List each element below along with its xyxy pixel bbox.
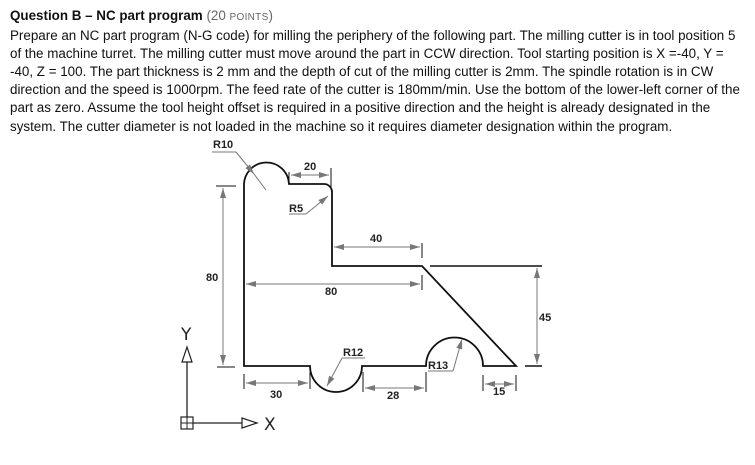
r5-label: R5	[289, 203, 304, 215]
r13-leader-arrow	[453, 339, 462, 371]
question-body: Prepare an NC part program (N-G code) for milling the periphery of the following part. The milling cutter is in tool position 5 of the machine turret. The milling cutter must move around the part in CCW direction. Tool starting position is X =-40, Y = -40, Z = 100. The part thickness is 2 mm and the depth of cut of the milling cutter is 2mm. The spindle rotation is in CW direction and the speed is 1000rpm. The feed rate of the cutter is 180mm/min. Use the bottom of the lower-left corner of the part as zero. Assume the tool height offset is required in a positive direction and the height is already designated in the system. The cutter diameter is not loaded in the machine so it requires diameter designation within the program.	[10, 28, 740, 134]
points-close: )	[268, 8, 274, 23]
y-axis-label: Y	[181, 325, 192, 345]
r10-label: R10	[213, 139, 234, 151]
dim-15-label: 15	[493, 386, 506, 398]
x-axis-arrow-icon	[242, 418, 257, 428]
dim-80v-label: 80	[206, 272, 219, 284]
dim-40-label: 40	[370, 233, 383, 245]
coordinate-axes	[180, 325, 276, 435]
r13-label: R13	[428, 360, 449, 372]
dim-30-label: 30	[270, 389, 283, 401]
r10-leader-arrow	[236, 152, 254, 174]
r12-label: R12	[343, 347, 364, 359]
y-axis-arrow-icon	[182, 347, 192, 362]
dim-28-label: 28	[387, 390, 400, 402]
dim-80h-label: 80	[325, 286, 338, 298]
r12-leader-arrow	[327, 358, 342, 386]
points-open: (20	[206, 8, 230, 23]
r10-radius-line	[254, 174, 266, 190]
question-title: Question B – NC part program	[10, 8, 203, 23]
part-outline	[244, 162, 516, 392]
dim-20-label: 20	[304, 161, 317, 173]
points-label: POINTS	[229, 12, 269, 23]
r5-leader-arrow	[306, 196, 328, 214]
x-axis-label: X	[264, 415, 276, 435]
dim-45-label: 45	[539, 312, 552, 324]
